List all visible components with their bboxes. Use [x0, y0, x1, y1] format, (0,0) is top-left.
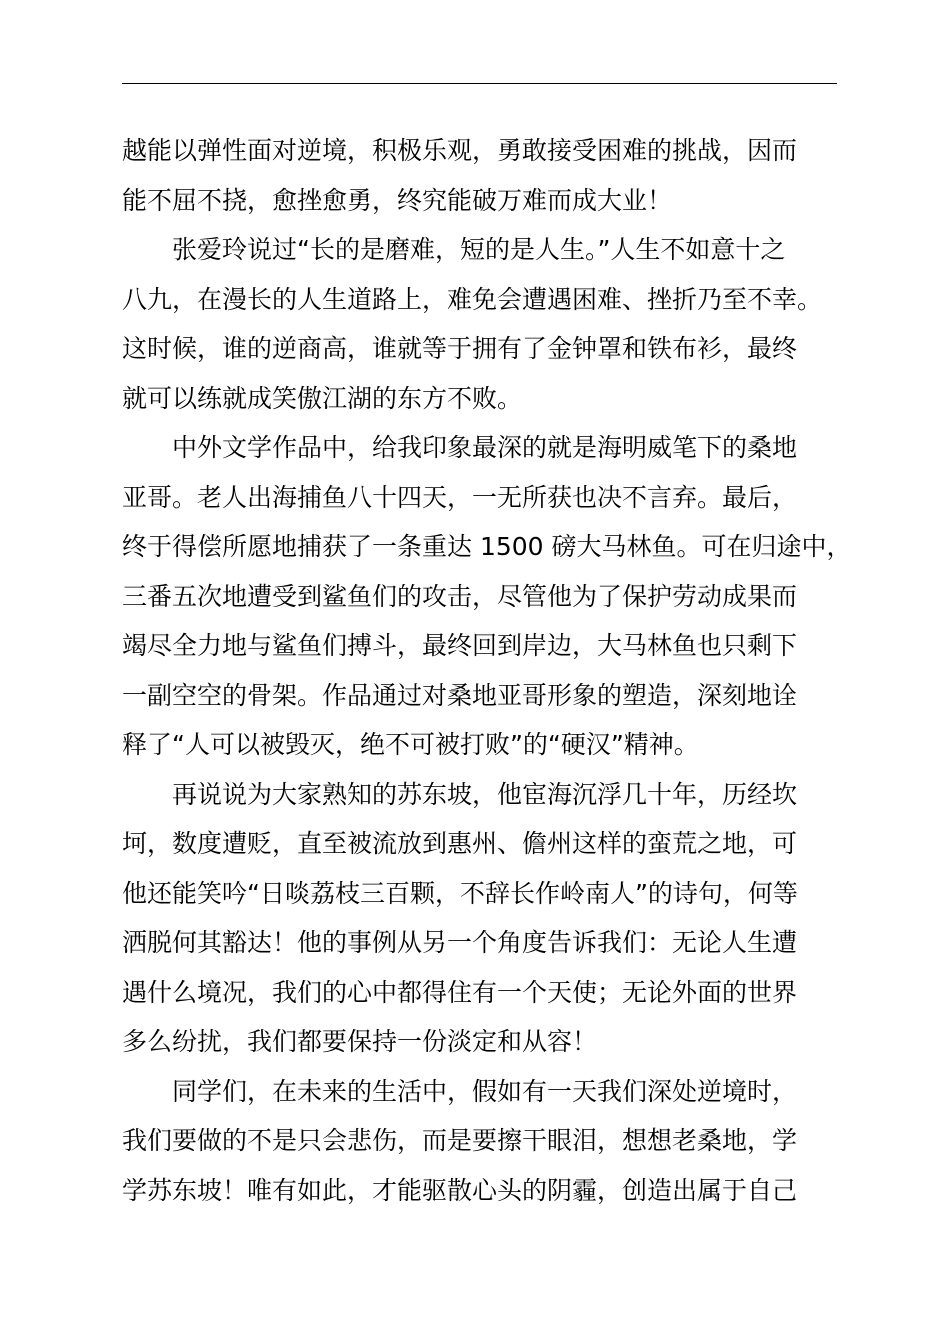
text-line: 亚哥。老人出海捕鱼八十四天，一无所获也决不言弃。最后，: [122, 482, 798, 512]
text-line: 就可以练就成笑傲江湖的东方不败。: [122, 383, 523, 413]
text-line: 一副空空的骨架。作品通过对桑地亚哥形象的塑造，深刻地诠: [122, 680, 798, 710]
paragraph-start-line: 中外文学作品中，给我印象最深的就是海明威笔下的桑地: [172, 433, 798, 462]
text-line: 洒脱何其豁达！他的事例从另一个角度告诉我们：无论人生遭: [122, 928, 798, 957]
text-line: 越能以弹性面对逆境，积极乐观，勇敢接受困难的挑战，因而: [122, 136, 798, 165]
text-line: 坷，数度遭贬，直至被流放到惠州、儋州这样的蛮荒之地，可: [122, 829, 798, 858]
text-line: 多么纷扰，我们都要保持一份淡定和从容！: [122, 1027, 598, 1056]
text-line: 他还能笑吟“日啖荔枝三百颗，不辞长作岭南人”的诗句，何等: [122, 878, 798, 908]
body-text: [122, 126, 852, 1215]
text-line: 竭尽全力地与鲨鱼们搏斗，最终回到岸边，大马林鱼也只剩下: [122, 631, 798, 660]
header-rule: [122, 83, 837, 84]
text-line: 释了“人可以被毁灭，绝不可被打败”的“硬汉”精神。: [122, 730, 699, 759]
text-line: 这时候，谁的逆商高，谁就等于拥有了金钟罩和铁布衫，最终: [122, 334, 798, 363]
text-line: 我们要做的不是只会悲伤，而是要擦干眼泪，想想老桑地，学: [122, 1126, 798, 1155]
text-line: 三番五次地遭受到鲨鱼们的攻击，尽管他为了保护劳动成果而: [122, 581, 798, 611]
paragraph-start-line: 张爱玲说过“长的是磨难，短的是人生。”人生不如意十之: [172, 235, 786, 264]
text-line: 八九，在漫长的人生道路上，难免会遭遇困难、挫折乃至不幸。: [122, 284, 823, 314]
text-line: 学苏东坡！唯有如此，才能驱散心头的阴霾，创造出属于自己: [122, 1175, 798, 1205]
text-line: 终于得偿所愿地捕获了一条重达 1500 磅大马林鱼。可在归途中，: [122, 532, 852, 561]
paragraph-start-line: 同学们，在未来的生活中，假如有一天我们深处逆境时，: [172, 1076, 798, 1106]
text-line: 遇什么境况，我们的心中都得住有一个天使；无论外面的世界: [122, 977, 798, 1007]
paragraph-start-line: 再说说为大家熟知的苏东坡，他宦海沉浮几十年，历经坎: [172, 779, 798, 809]
text-line: 能不屈不挠，愈挫愈勇，终究能破万难而成大业！: [122, 185, 673, 215]
